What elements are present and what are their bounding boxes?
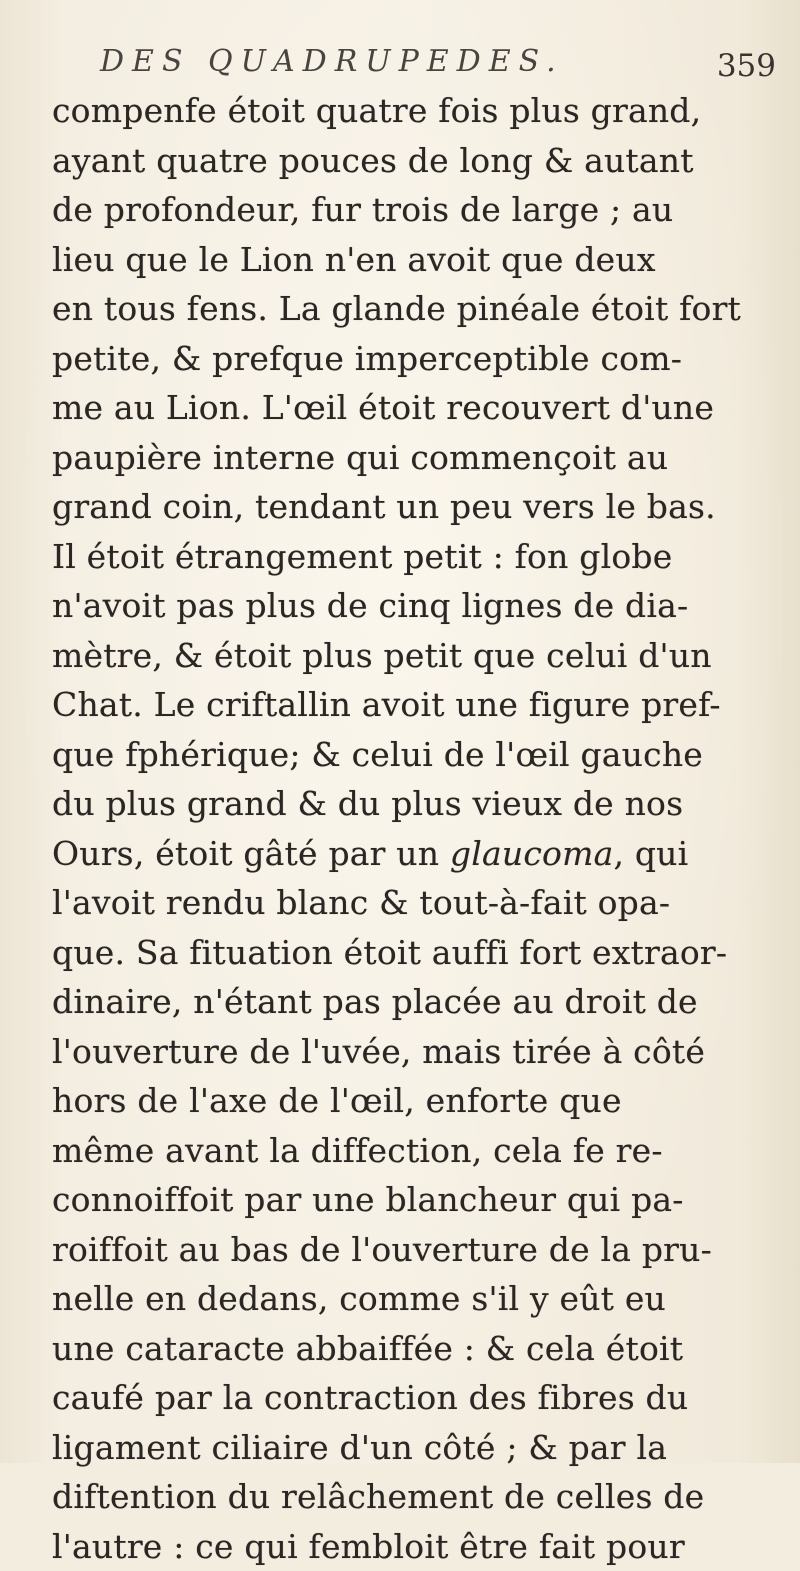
- text-line: n'avoit pas plus de cinq lignes de dia-: [52, 581, 772, 631]
- text-segment: , qui: [613, 834, 688, 873]
- text-line: dinaire, n'étant pas placée au droit de: [52, 977, 772, 1027]
- text-line: que. Sa fituation étoit auffi fort extraor-: [52, 928, 772, 978]
- page-header: [100, 40, 780, 92]
- text-line: que fphérique; & celui de l'œil gauche: [52, 730, 772, 780]
- text-line: en tous fens. La glande pinéale étoit fort: [52, 284, 772, 334]
- running-head: DES QUADRUPEDES.: [100, 44, 564, 79]
- text-line: l'autre : ce qui fembloit être fait pour: [52, 1522, 772, 1571]
- text-line-with-italic: [52, 829, 772, 879]
- page-number: 359: [717, 48, 776, 84]
- text-line: roiffoit au bas de l'ouverture de la pru-: [52, 1225, 772, 1275]
- text-line: lieu que le Lion n'en avoit que deux: [52, 235, 772, 285]
- text-line: caufé par la contraction des fibres du: [52, 1373, 772, 1423]
- text-line: compenfe étoit quatre fois plus grand,: [52, 86, 772, 136]
- text-line: paupière interne qui commençoit au: [52, 433, 772, 483]
- text-line: ayant quatre pouces de long & autant: [52, 136, 772, 186]
- text-line: l'avoit rendu blanc & tout-à-fait opa-: [52, 878, 772, 928]
- text-segment: Ours, étoit gâté par un: [52, 834, 439, 873]
- text-line: me au Lion. L'œil étoit recouvert d'une: [52, 383, 772, 433]
- text-line: du plus grand & du plus vieux de nos: [52, 779, 772, 829]
- text-line: grand coin, tendant un peu vers le bas.: [52, 482, 772, 532]
- text-line: mètre, & étoit plus petit que celui d'un: [52, 631, 772, 681]
- text-line: diftention du relâchement de celles de: [52, 1472, 772, 1522]
- text-line: Il étoit étrangement petit : fon globe: [52, 532, 772, 582]
- text-line: même avant la diffection, cela fe re-: [52, 1126, 772, 1176]
- text-line: connoiffoit par une blancheur qui pa-: [52, 1175, 772, 1225]
- text-line: une cataracte abbaiffée : & cela étoit: [52, 1324, 772, 1374]
- text-line: Chat. Le criftallin avoit une figure pref-: [52, 680, 772, 730]
- text-line: nelle en dedans, comme s'il y eût eu: [52, 1274, 772, 1324]
- body-text: [52, 86, 772, 1571]
- text-line: petite, & prefque imperceptible com-: [52, 334, 772, 384]
- italic-term: glaucoma: [450, 834, 614, 873]
- text-line: hors de l'axe de l'œil, enforte que: [52, 1076, 772, 1126]
- text-line: l'ouverture de l'uvée, mais tirée à côté: [52, 1027, 772, 1077]
- text-line: ligament ciliaire d'un côté ; & par la: [52, 1423, 772, 1473]
- text-line: de profondeur, fur trois de large ; au: [52, 185, 772, 235]
